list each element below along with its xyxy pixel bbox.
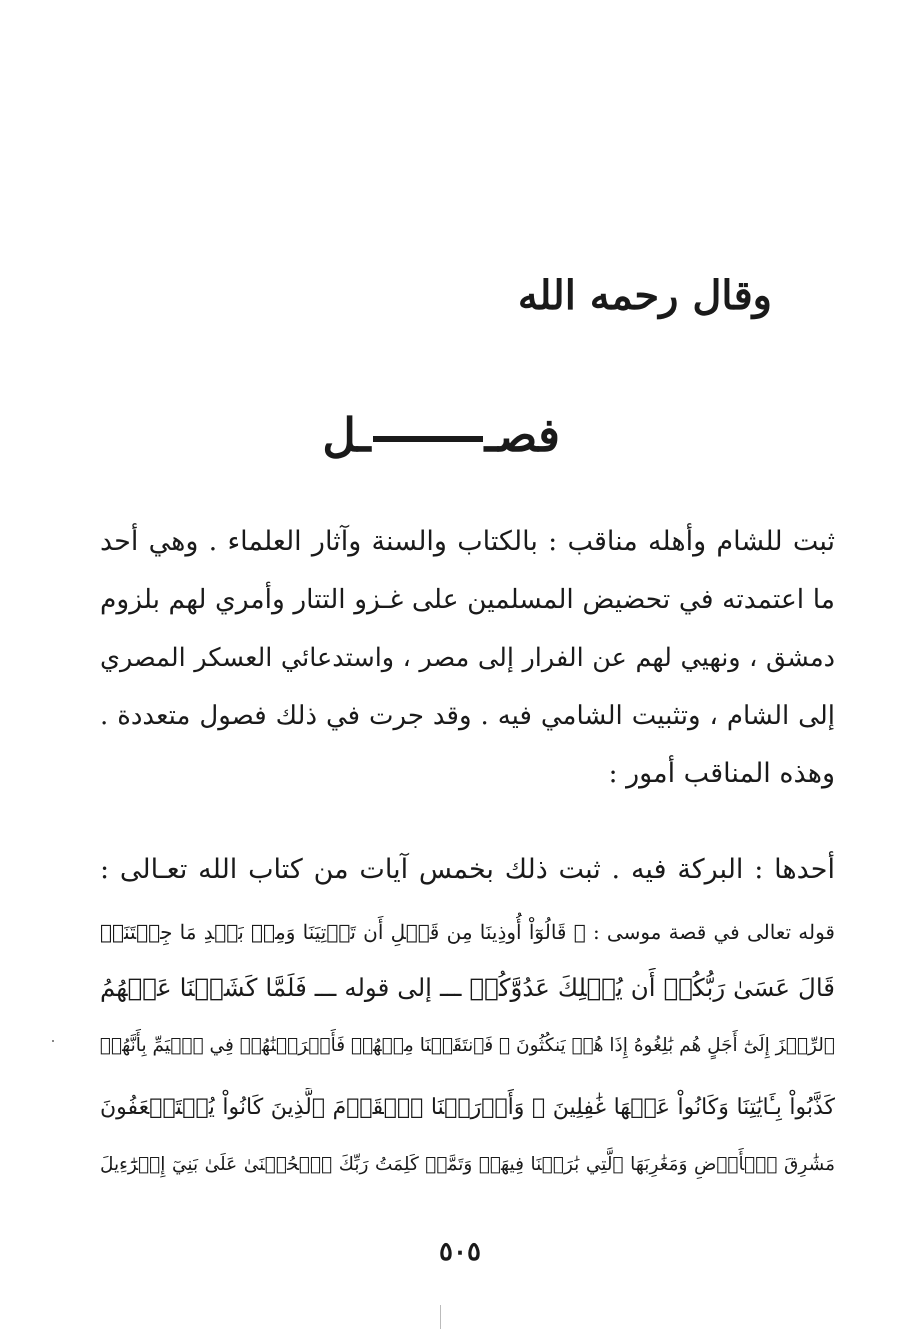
paragraph-2-line: أحدها : البركة فيه . ثبت ذلك بخمس آيات من كتاب الله تعـالى : [100, 854, 835, 885]
chapter-heading: وقال رحمه الله [517, 272, 772, 319]
paragraph-1-line: وهذه المناقب أمور : [608, 758, 835, 789]
page-number: ٥٠٥ [439, 1237, 481, 1267]
scan-mark [440, 1305, 441, 1329]
kashida-stroke [373, 436, 483, 442]
paragraph-1-line: إلى الشام ، وتثبيت الشامي فيه . وقد جرت في ذلك فصول متعددة . [100, 701, 835, 731]
paragraph-2-line: كَذَّبُواْ بِـَٔايَٰتِنَا وَكَانُواْ عَنۡهَا غَٰفِلِينَ ۞ وَأَوۡرَثۡنَا ٱلۡقَوۡمَ ٱلَّذِينَ كَانُواْ يُسۡتَضۡعَفُونَ [100, 1095, 835, 1120]
paragraph-2-line: قوله تعالى في قصة موسى : ﴿ قَالُوٓاْ أُوذِينَا مِن قَبۡلِ أَن تَأۡتِيَنَا وَمِنۢ بَعۡدِ مَا جِئۡتَنَاۚ [100, 920, 835, 944]
paragraph-2-line: مَشَٰرِقَ ٱلۡأَرۡضِ وَمَغَٰرِبَهَا ٱلَّتِي بَٰرَكۡنَا فِيهَاۖ وَتَمَّتۡ كَلِمَتُ رَبِّكَ ٱلۡحُسۡنَىٰ عَلَىٰ بَنِيٓ إِسۡرَٰٓءِيلَ [100, 1154, 835, 1175]
paragraph-1-line: دمشق ، ونهيي لهم عن الفرار إلى مصر ، واستدعائي العسكر المصري [100, 643, 835, 673]
paragraph-2-line: ٱلرِّجۡزَ إِلَىٰٓ أَجَلٍ هُم بَٰلِغُوهُ إِذَا هُمۡ يَنكُثُونَ ۞ فَٱنتَقَمۡنَا مِنۡهُمۡ فَأَغۡرَقۡنَٰهُمۡ فِي ٱلۡيَمِّ بِأَنَّهُمۡ [100, 1035, 835, 1056]
paragraph-2-line: قَالَ عَسَىٰ رَبُّكُمۡ أَن يُهۡلِكَ عَدُوَّكُمۡ ـــ إلى قوله ـــ فَلَمَّا كَشَفۡنَا عَنۡهُمُ [100, 973, 835, 1002]
paragraph-1-line: ثبت للشام وأهله مناقب : بالكتاب والسنة وآثار العلماء . وهي أحد [100, 526, 835, 557]
section-title [322, 408, 560, 462]
paragraph-1-line: ما اعتمدته في تحضيض المسلمين على غـزو التتار وأمري لهم بلزوم [100, 584, 835, 615]
section-title-start: فصـ [484, 408, 560, 462]
margin-mark [52, 1040, 54, 1042]
section-title-end: ـل [322, 408, 371, 462]
